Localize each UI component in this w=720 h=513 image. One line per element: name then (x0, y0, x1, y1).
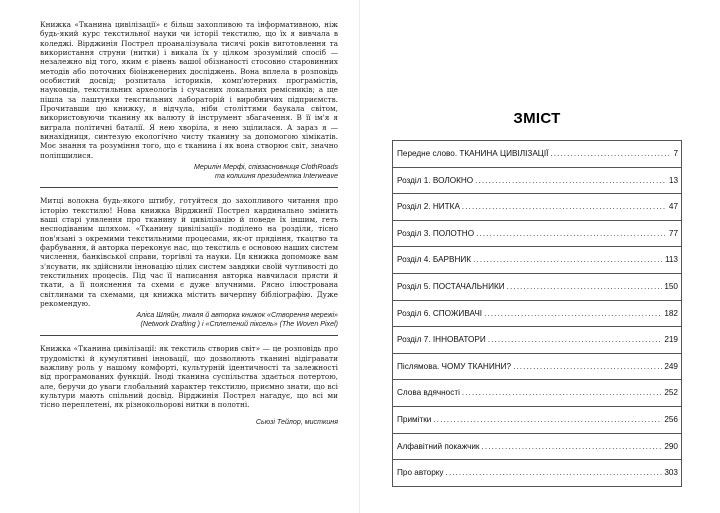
blurb-attribution-2 (40, 311, 338, 329)
toc-leader-dots (446, 460, 663, 486)
table-of-contents (392, 140, 682, 487)
toc-entry-page: 13 (668, 175, 678, 185)
toc-entry-label: Розділ 5. ПОСТАЧАЛЬНИКИ (397, 281, 505, 291)
toc-leader-dots (462, 194, 667, 220)
toc-entry[interactable] (393, 168, 681, 195)
blurb-quote-1: Книжка «Тканина цивілізації» є більш захопливою та інформативною, ніж будь-який курс текстильної науки чи історії текстилю, що їх я вивчала в коледжі. Вірджинія Пострел проаналізувала тисячі років виготовлення та використання струни (нитки) і викала їх у цілком зрозумілий спосіб — незалежно від того, яким є рівень вашої обізнаності стосовно старовинних методів або поточних біоінженерних досліджень. Вона вплела в розповідь особистий досвід; розпитала істориків, комп'ютерних програмістів, науковців, текстильних археологів і сучасних локальних ремісників; а ще пішла за лаштунки текстильних лабораторій і виробничих підприємств. Прочитавши цю книжку, я відчула, ніби століттями баукала світом, використовуючи тканину як валюту й інструмент збагачення. В її ім'я я виграла політичні баталії. Я нею хворіла, я нею зцілилася. А зараз я — винахідниця, синтезую екологічно чисту тканину за допомогою хімікатів. Моє знання та розуміння того, що є тканина і як вона створює світ, значно поліпшилися. (40, 20, 338, 160)
toc-leader-dots (484, 301, 662, 327)
attribution-1-line-2: та колишня президентка Interweave (215, 172, 338, 181)
toc-entry[interactable] (393, 141, 681, 168)
toc-entry-label: Післямова. ЧОМУ ТКАНИНИ? (397, 361, 512, 371)
toc-entry-page: 303 (664, 468, 678, 478)
toc-leader-dots (488, 327, 663, 353)
toc-entry[interactable] (393, 434, 681, 461)
toc-leader-dots (550, 141, 671, 167)
toc-entry[interactable] (393, 194, 681, 221)
toc-entry-label: Алфавітний покажчик (397, 441, 480, 451)
toc-entry-page: 219 (664, 335, 678, 345)
toc-entry-label: Розділ 4. БАРВНИК (397, 255, 472, 265)
toc-entry-label: Розділ 6. СПОЖИВАЧІ (397, 308, 483, 318)
toc-entry-label: Розділ 3. ПОЛОТНО (397, 228, 475, 238)
toc-leader-dots (462, 380, 662, 406)
toc-entry-label: Примітки (397, 414, 432, 424)
toc-entry-page: 77 (668, 228, 678, 238)
toc-leader-dots (513, 354, 662, 380)
attribution-2-line-1: Аліса Шляйн, ткаля й авторка книжок «Створення мережі» (136, 311, 338, 320)
toc-leader-dots (473, 247, 663, 273)
toc-entry[interactable] (393, 274, 681, 301)
toc-entry-page: 290 (664, 441, 678, 451)
toc-entry-page: 113 (664, 255, 678, 265)
blurb-quote-3: Книжка «Тканина цивілізації: як текстиль створив світ» — це розповідь про трудомісткі й кумулятивні інновації, що дозволяють тканині відігравати важливу роль у нашому комфорті, культурній ідентичності та залежності від програмованих функцій. Іноді тканина суспільства здається потертою, але, беручи до уваги глобальний характер текстилю, приємно знати, що всі культури мають спільний досвід. Вірджинія Пострел нагадує, що всі ми тісно переплетені, як різнокольорові нитки в полотні. (40, 344, 338, 410)
toc-leader-dots (433, 407, 662, 433)
toc-entry-page: 249 (664, 361, 678, 371)
toc-entry[interactable] (393, 301, 681, 328)
toc-entry-page: 7 (673, 149, 678, 158)
toc-entry-label: Передне слово. ТКАНИНА ЦИВІЛІЗАЦІЇ (397, 149, 549, 158)
toc-leader-dots (475, 168, 667, 194)
toc-entry-label: Слова вдячності (397, 388, 460, 398)
blurb-quote-2: Митці волокна будь-якого штибу, готуйтеся до захопливого читання про історію текстилю! Нова книжка Вірджинії Пострел кардинально змінить ваші старі уявлення про тканину й цивілізацію й поведе їх іншим, геть несподіваним шляхом. «Тканину цивілізації» поділено на розділи, тісно пов'язані з окремими текстильними процесами, як-от прядіння, ткацтво та фарбування, й авторка переконує нас, що текстиль є основою наших систем числення, банківської справи, торгівлі та науки. Ця книжка допоможе вам з'ясувати, як здійснили інновацію цілих систем завдяки своїй чутливості до текстильних процесів. Під час її написання авторка навчилася прясти й ткати, а її пояснення та схеми є дуже влучними. Рясно ілюстрована світлинами та схемами, ця книжка містить вичерпну бібліографію. Дуже рекомендую. (40, 196, 338, 308)
toc-entry[interactable] (393, 407, 681, 434)
toc-entry[interactable] (393, 460, 681, 487)
toc-entry[interactable] (393, 380, 681, 407)
toc-entry-page: 252 (664, 388, 678, 398)
attribution-1-line-1: Мерилін Мерфі, співзасновниця ClothRoads (193, 163, 338, 172)
divider (40, 335, 338, 336)
toc-entry-label: Про авторку (397, 468, 444, 478)
toc-entry-page: 256 (664, 414, 678, 424)
toc-entry[interactable] (393, 247, 681, 274)
toc-leader-dots (476, 221, 667, 247)
attribution-2-line-2: (Network Drafting ) і «Сплетений піксель» (The Woven Pixel) (140, 320, 338, 329)
toc-entry-page: 150 (664, 281, 678, 291)
toc-entry[interactable] (393, 327, 681, 354)
toc-entry-page: 182 (664, 308, 678, 318)
toc-entry-label: Розділ 2. НИТКА (397, 202, 460, 212)
divider (40, 187, 338, 188)
toc-entry-label: Розділ 1. ВОЛОКНО (397, 175, 474, 185)
toc-entry-page: 47 (668, 202, 678, 212)
toc-title: ЗМІСТ (513, 110, 561, 127)
toc-entry-label: Розділ 7. ІННОВАТОРИ (397, 335, 486, 345)
toc-entry[interactable] (393, 354, 681, 381)
right-page (360, 0, 720, 513)
toc-leader-dots (482, 434, 663, 460)
blurb-attribution-1 (40, 163, 338, 181)
blurb-attribution-3: Сьюзі Тейлор, мисткиня (255, 417, 338, 426)
toc-entry[interactable] (393, 221, 681, 248)
toc-leader-dots (507, 274, 663, 300)
